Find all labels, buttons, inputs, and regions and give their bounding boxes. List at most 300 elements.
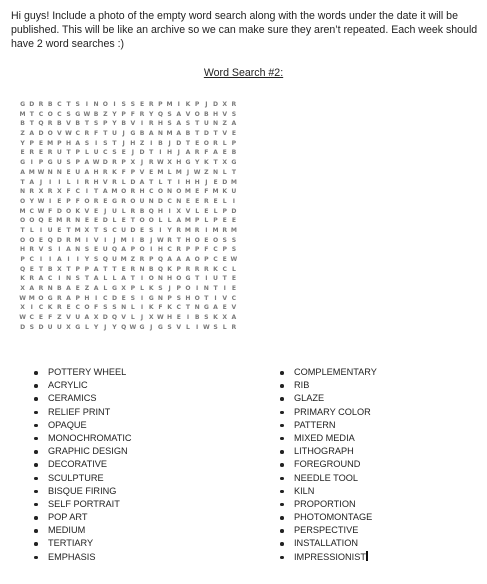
grid-letter: N [167,188,173,196]
grid-letter: M [230,226,237,234]
grid-letter: X [66,323,71,331]
grid-letter: H [185,294,191,302]
grid-letter: Q [38,120,44,128]
grid-letter: S [112,304,117,312]
grid-letter: N [157,294,163,302]
grid-letter: X [93,314,99,322]
grid-letter: O [212,236,219,244]
grid-letter: G [111,197,117,205]
grid-letter: E [222,304,227,312]
grid-letter: I [67,256,70,263]
grid-letter: Y [167,226,172,234]
grid-letter: W [37,207,45,215]
grid-letter: I [30,159,33,167]
grid-letter: O [148,275,154,283]
grid-letter: I [39,256,43,263]
word-text: RIB [294,380,310,391]
grid-letter: N [139,265,145,273]
grid-letter: S [66,159,71,167]
grid-letter: S [93,256,99,263]
grid-letter: C [75,304,80,312]
grid-letter: M [74,236,81,244]
grid-letter: R [84,130,90,138]
grid-letter: H [157,207,163,215]
grid-letter: F [94,304,99,312]
grid-row [18,197,239,207]
grid-letter: A [121,246,127,254]
grid-letter: J [39,178,43,186]
grid-letter: A [93,275,99,283]
grid-letter: A [176,120,182,128]
grid-letter: U [111,256,117,263]
grid-letter: H [20,246,26,254]
grid-letter: M [175,168,182,176]
grid-letter: I [214,294,217,302]
grid-letter: P [185,246,191,254]
grid-letter: I [159,226,162,234]
grid-letter: G [185,275,191,283]
grid-letter: A [29,285,35,293]
grid-letter: C [222,265,227,273]
grid-letter: T [167,178,172,186]
grid-letter: G [75,110,81,118]
grid-letter: I [205,275,208,283]
grid-letter: A [84,159,90,167]
word-list-item [34,511,132,524]
grid-letter: U [47,226,53,234]
grid-letter: K [148,304,154,312]
grid-letter: K [167,265,172,273]
bullet-icon [34,437,38,441]
grid-letter: O [194,256,200,263]
grid-letter: D [111,294,117,302]
grid-row [18,284,239,294]
grid-letter: T [213,130,218,138]
grid-letter: N [56,168,62,176]
grid-letter: H [185,178,191,186]
grid-letter: M [47,139,54,147]
word-text: POP ART [48,512,88,523]
grid-letter: Z [103,110,108,118]
grid-letter: B [75,120,81,128]
grid-letter: S [47,246,53,254]
grid-letter: A [176,110,182,118]
grid-letter: T [84,275,89,283]
grid-letter: S [130,294,136,302]
grid-letter: R [185,265,191,273]
grid-letter: F [66,188,71,196]
grid-letter: U [56,159,62,167]
grid-letter: X [56,188,62,196]
grid-letter: D [157,197,163,205]
grid-letter: E [204,207,209,215]
grid-letter: B [139,236,145,244]
grid-letter: H [176,159,182,167]
grid-letter: S [112,149,117,157]
grid-letter: V [231,304,237,312]
grid-letter: I [140,304,144,312]
grid-letter: R [231,323,237,331]
grid-letter: E [20,149,25,157]
grid-letter: N [148,197,154,205]
grid-letter: T [112,139,117,147]
grid-letter: D [203,130,209,138]
grid-letter: C [29,256,35,263]
grid-letter: V [222,294,228,302]
grid-letter: T [185,304,191,312]
grid-letter: P [103,120,108,128]
grid-letter: D [102,217,108,225]
grid-letter: M [120,236,127,244]
grid-letter: O [194,294,200,302]
grid-letter: A [185,256,191,263]
grid-letter: I [58,275,61,283]
grid-letter: T [20,178,25,186]
grid-letter: E [38,149,44,157]
grid-letter: D [102,159,108,167]
grid-letter: R [148,159,154,167]
grid-letter: S [185,120,191,128]
word-list-item [34,432,132,445]
word-text: MEDIUM [48,525,86,536]
grid-letter: W [19,294,26,302]
grid-letter: X [20,304,25,312]
grid-row [18,265,239,275]
bullet-icon [280,516,284,520]
word-list-item [34,392,132,405]
grid-letter: L [231,265,236,273]
grid-row [18,139,239,149]
grid-letter: N [47,168,53,176]
grid-letter: E [103,197,108,205]
grid-letter: E [57,226,62,234]
grid-letter: C [103,149,108,157]
grid-letter: L [121,207,126,215]
grid-letter: N [212,168,219,176]
grid-letter: C [112,226,117,234]
grid-letter: E [57,197,62,205]
grid-letter: P [222,246,227,254]
grid-letter: D [222,178,228,186]
grid-letter: J [150,236,153,244]
grid-letter: K [213,314,218,322]
word-list-left [34,366,132,564]
grid-letter: E [94,207,99,215]
grid-letter: V [139,168,145,176]
grid-letter: N [65,275,72,283]
grid-letter: S [231,246,237,254]
grid-letter: O [139,246,145,254]
grid-letter: W [202,323,210,331]
grid-letter: X [38,188,44,196]
grid-letter: U [102,246,108,254]
grid-letter: J [140,159,144,167]
word-list-right [280,366,377,564]
bullet-icon [34,542,38,546]
grid-letter: L [186,323,190,331]
grid-letter: J [168,139,171,147]
word-text: BISQUE FIRING [48,485,117,496]
grid-letter: I [140,294,144,302]
grid-letter: V [130,120,136,128]
grid-letter: I [140,275,144,283]
grid-letter: E [121,265,126,273]
word-list-item [34,551,132,564]
grid-letter: K [148,285,154,293]
bullet-icon [280,450,284,454]
grid-letter: Q [111,246,118,254]
grid-letter: O [194,110,200,118]
grid-letter: U [111,207,117,215]
grid-row [18,148,239,158]
grid-letter: R [121,197,126,205]
grid-letter: O [139,217,145,225]
grid-letter: Z [204,168,209,176]
grid-letter: T [204,294,209,302]
grid-letter: W [129,323,137,331]
grid-letter: D [213,101,219,108]
grid-letter: O [176,275,182,283]
word-text: PERSPECTIVE [294,525,359,536]
grid-letter: R [130,265,136,273]
grid-letter: A [102,188,108,196]
grid-letter: G [148,294,154,302]
grid-letter: B [93,110,99,118]
word-text: MIXED MEDIA [294,432,355,443]
word-text: GRAPHIC DESIGN [48,446,128,457]
grid-letter: W [65,130,72,138]
word-text: IMPRESSIONIST [294,551,366,562]
grid-letter: A [93,285,99,293]
grid-row [18,274,239,284]
grid-letter: E [222,149,227,157]
word-text: PRIMARY COLOR [294,406,371,417]
grid-row [18,110,239,120]
grid-letter: V [185,110,191,118]
grid-row [18,216,239,226]
grid-letter: E [139,101,145,108]
grid-letter: S [231,110,237,118]
grid-letter: P [66,197,71,205]
grid-letter: T [29,110,34,118]
bullet-icon [34,516,38,520]
grid-letter: R [29,188,35,196]
grid-letter: E [231,217,236,225]
grid-letter: E [222,256,227,263]
grid-letter: C [29,207,35,215]
word-text: RELIEF PRINT [48,406,111,417]
word-list-item [280,511,377,524]
grid-letter: T [20,226,25,234]
grid-letter: K [185,101,191,108]
grid-letter: L [140,285,144,293]
grid-letter: L [167,217,172,225]
grid-letter: B [57,120,62,128]
word-text: POTTERY WHEEL [48,367,127,377]
grid-letter: W [230,256,238,263]
bullet-icon [34,503,38,507]
grid-letter: X [121,285,126,293]
grid-letter: M [56,217,63,225]
grid-letter: E [195,139,200,147]
word-list-item [280,379,377,392]
grid-letter: R [194,226,200,234]
bullet-icon [280,424,284,428]
grid-letter: G [203,304,209,312]
grid-letter: A [75,139,81,147]
grid-letter: X [176,207,182,215]
grid-letter: B [231,149,237,157]
grid-letter: Q [20,265,26,273]
grid-letter: C [47,275,53,283]
grid-letter: A [121,275,127,283]
grid-letter: R [29,246,35,254]
word-list-item [34,419,132,432]
grid-letter: A [176,130,182,138]
grid-letter: R [148,101,154,108]
bullet-icon [34,450,38,454]
grid-letter: E [195,197,200,205]
grid-letter: E [195,188,200,196]
grid-letter: N [157,275,163,283]
grid-letter: Q [157,265,163,273]
word-list-item [34,445,132,458]
grid-letter: R [194,265,200,273]
grid-letter: Z [222,120,227,128]
grid-letter: O [65,207,72,215]
grid-letter: D [29,101,35,108]
word-list-item [280,392,377,405]
grid-letter: I [49,197,52,205]
bullet-icon [280,463,284,467]
grid-letter: C [213,246,218,254]
grid-letter: R [93,197,99,205]
grid-letter: R [148,120,154,128]
grid-letter: O [130,197,136,205]
grid-letter: T [130,217,135,225]
grid-letter: R [47,188,53,196]
grid-letter: U [231,188,237,196]
grid-letter: S [167,120,172,128]
word-list-item [280,551,377,564]
grid-letter: A [20,168,25,176]
grid-letter: H [130,139,136,147]
grid-letter: U [111,130,117,138]
grid-letter: S [103,226,108,234]
word-list-item [34,458,132,471]
grid-letter: C [29,314,35,322]
grid-letter: D [38,130,44,138]
grid-letter: L [213,207,218,215]
grid-letter: E [222,217,227,225]
grid-letter: U [203,120,209,128]
grid-letter: W [19,314,26,322]
grid-row [18,158,239,168]
grid-letter: T [176,236,181,244]
grid-letter: Z [139,139,145,147]
grid-letter: C [75,188,80,196]
grid-letter: A [29,130,35,138]
grid-letter: L [112,217,117,225]
grid-letter: B [20,120,25,128]
grid-letter: I [49,256,52,263]
grid-letter: A [84,314,90,322]
grid-letter: I [140,120,144,128]
word-list-item [34,485,132,498]
grid-letter: D [38,323,44,331]
bullet-icon [280,503,284,507]
grid-letter: S [149,226,154,234]
grid-letter: P [57,139,62,147]
grid-letter: N [176,197,182,205]
grid-letter: R [38,101,44,108]
grid-letter: X [222,159,228,167]
word-list-item [34,366,132,379]
grid-letter: U [139,197,145,205]
grid-letter: T [84,120,89,128]
grid-letter: L [66,178,71,186]
grid-letter: M [184,217,191,225]
grid-letter: N [121,304,127,312]
grid-letter: T [149,178,154,186]
grid-letter: H [93,178,99,186]
grid-letter: R [66,236,71,244]
grid-letter: J [205,178,208,186]
grid-letter: K [47,304,53,312]
word-text: ACRYLIC [48,380,88,391]
grid-letter: Y [29,197,34,205]
grid-letter: H [167,314,173,322]
grid-letter: U [47,323,53,331]
grid-letter: E [185,197,191,205]
word-text: PHOTOMONTAGE [294,512,373,523]
grid-letter: Q [38,217,44,225]
grid-letter: B [158,139,163,147]
grid-letter: S [158,285,163,293]
grid-letter: P [194,246,200,254]
grid-letter: O [102,101,108,108]
word-list-item [280,537,377,550]
grid-letter: L [195,207,200,215]
grid-letter: P [121,110,126,118]
grid-letter: N [157,130,163,138]
grid-letter: W [157,159,164,167]
grid-letter: C [231,294,237,302]
grid-letter: X [222,314,228,322]
grid-letter: H [139,188,145,196]
grid-letter: G [130,130,136,138]
grid-letter: G [185,159,191,167]
grid-letter: S [84,246,90,254]
word-text: SCULPTURE [48,472,104,483]
grid-letter: E [231,275,236,283]
grid-letter: R [231,101,237,108]
grid-letter: O [29,217,35,225]
grid-row [18,236,239,246]
grid-letter: O [38,294,44,302]
grid-letter: I [113,101,116,108]
grid-letter: N [194,304,200,312]
grid-letter: E [38,139,44,147]
grid-letter: D [130,226,136,234]
grid-letter: V [38,246,44,254]
grid-letter: V [222,110,228,118]
grid-letter: R [47,120,53,128]
grid-letter: O [176,188,182,196]
bullet-icon [280,411,284,415]
grid-letter: Z [20,130,25,138]
grid-letter: I [196,285,199,293]
